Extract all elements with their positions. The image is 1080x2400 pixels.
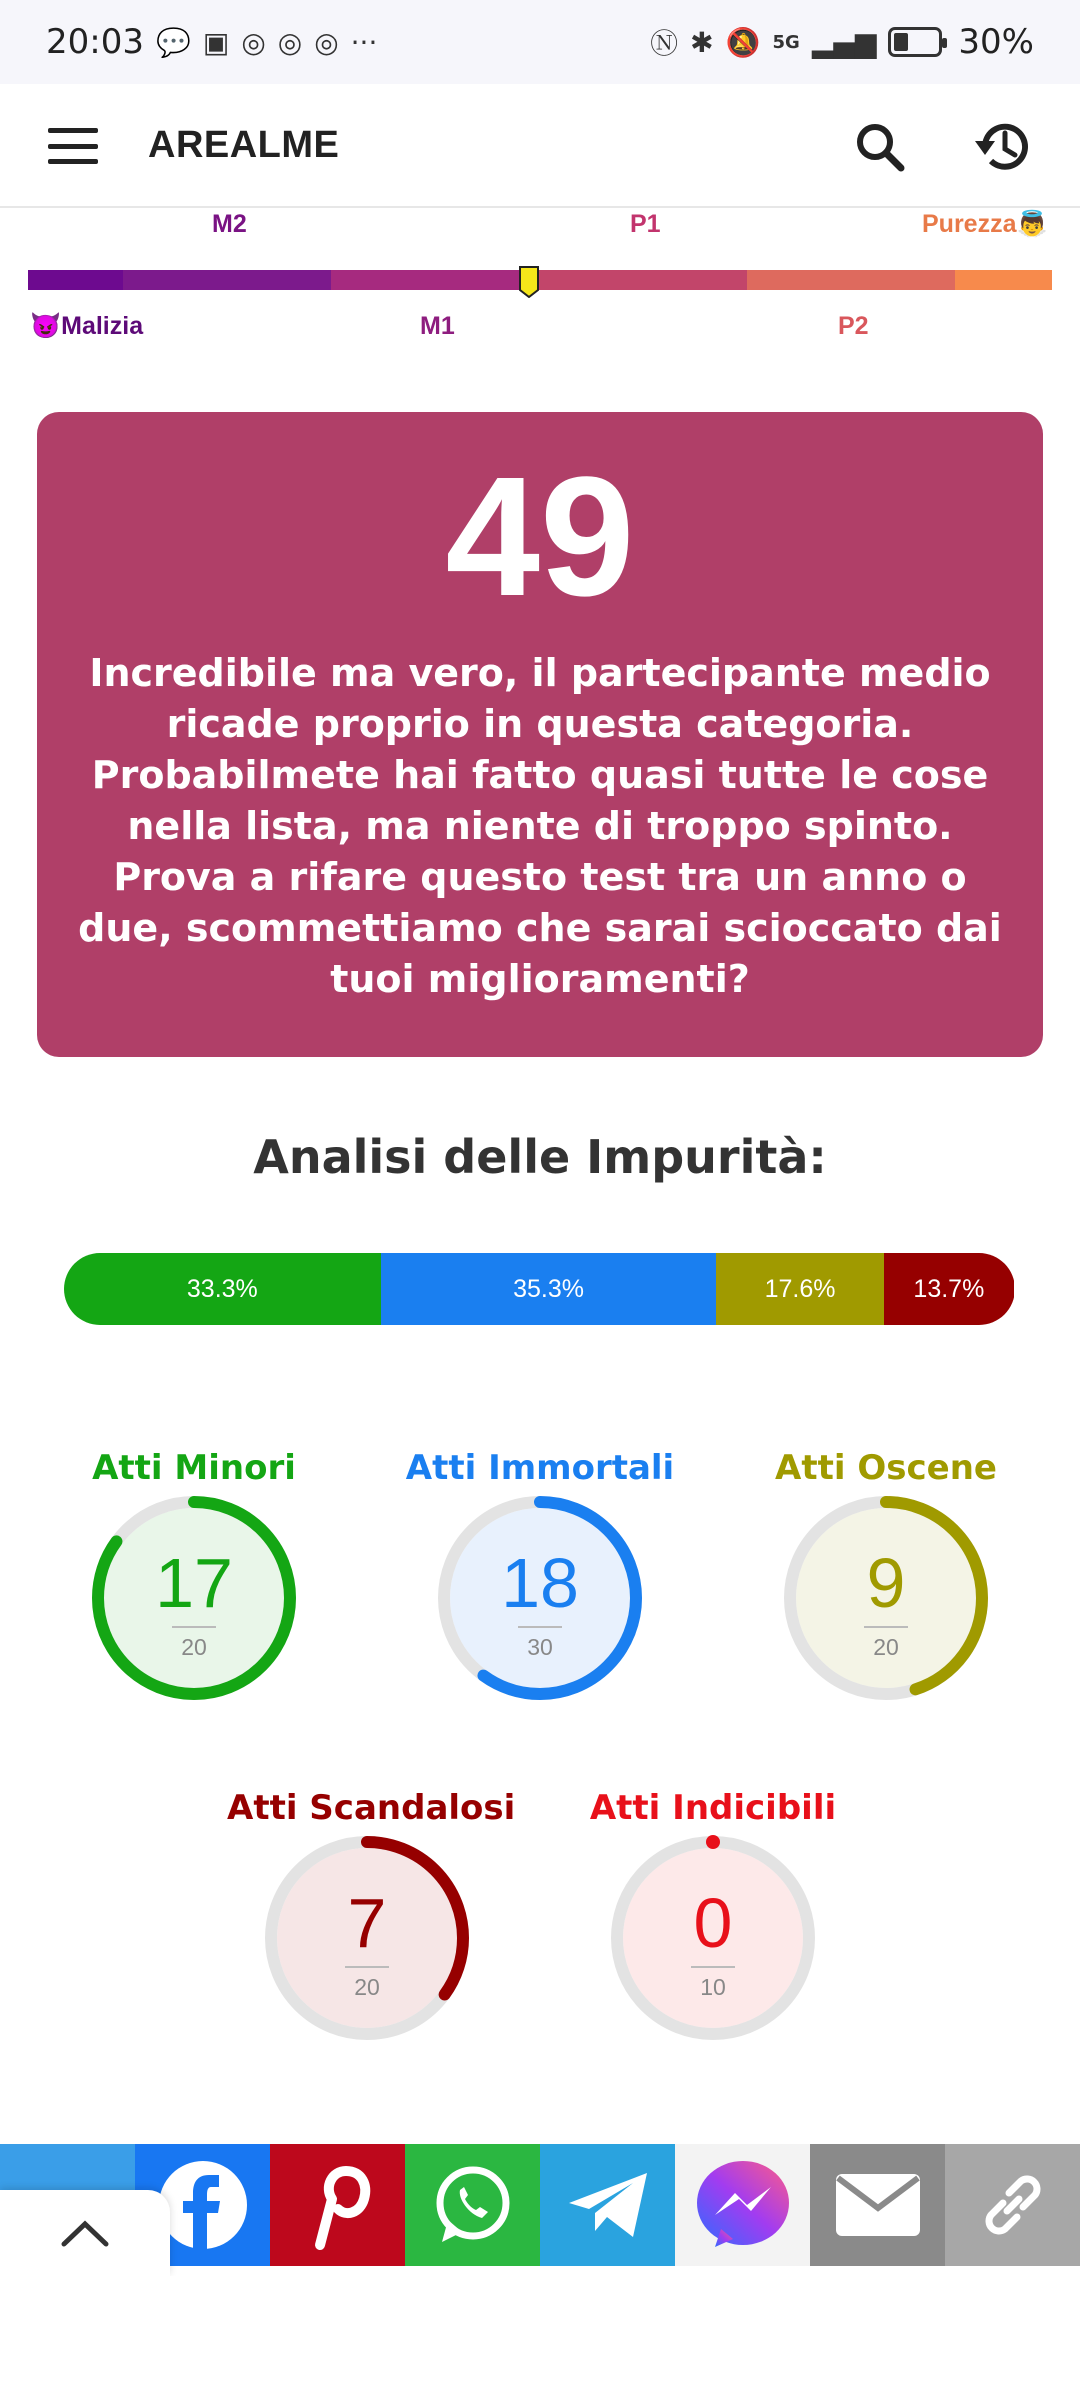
menu-icon[interactable] [48,128,98,164]
category-title: Atti Indicibili [589,1788,837,1828]
category-title: Atti Immortali [405,1448,675,1488]
bluetooth-icon: ✱ [690,25,714,59]
app-title[interactable]: AREALME [148,124,340,166]
search-icon [852,119,908,175]
mute-icon: 🔕 [725,25,761,59]
scale-segment [123,270,331,290]
category-value: 9 [866,1544,906,1622]
ring-divider [518,1626,562,1628]
pinterest-share-button[interactable] [270,2144,405,2266]
whatsapp-icon [430,2162,516,2248]
category-max: 20 [354,1974,380,2000]
scale-label-purezza: Purezza👼 [922,210,1048,238]
category-title: Atti Oscene [775,1448,997,1488]
category-title: Atti Scandalosi [227,1788,516,1828]
email-share-button[interactable] [810,2144,945,2266]
instagram-notification-icon: ◎ [241,25,266,59]
battery-icon [888,27,942,57]
network-icon: 5G [772,31,800,53]
scale-segment [28,270,123,290]
instagram-notification-icon: ◎ [277,25,303,59]
scale-segment [331,270,539,290]
status-time: 20:03 [46,22,144,62]
category-max: 20 [181,1634,207,1660]
scale-bottom-labels [0,312,1080,352]
status-left [46,22,377,62]
ring-progress-dot [706,1835,720,1849]
copy-link-button[interactable] [945,2144,1080,2266]
ring-divider [864,1626,908,1628]
category-value: 17 [155,1544,233,1622]
category-max: 20 [873,1634,899,1660]
history-icon [971,115,1035,179]
scroll-to-top-button[interactable] [0,2190,170,2276]
score-marker-icon [519,266,539,298]
category-max: 10 [700,1974,726,2000]
pinterest-icon [298,2157,378,2253]
scale-segment [747,270,955,290]
progress-ring [88,1492,300,1704]
chat-notification-icon: 💬 [155,25,191,59]
telegram-share-button[interactable] [540,2144,675,2266]
result-card [37,412,1043,1057]
messenger-share-button[interactable] [675,2144,810,2266]
impurity-segment: 13.7% [884,1253,1014,1325]
scale-label-p2: P2 [838,312,869,340]
impurity-stacked-bar [64,1253,1015,1325]
telegram-icon [563,2165,653,2245]
ring-divider [691,1966,735,1968]
scale-label-m2: M2 [212,210,247,238]
progress-ring [261,1832,473,2044]
analysis-title: Analisi delle Impurità: [253,1130,827,1184]
search-button[interactable] [845,112,915,182]
score-value: 49 [445,442,635,632]
signal-icon: ▂▄▆ [811,25,877,59]
scale-label-m1: M1 [420,312,455,340]
impurity-segment: 35.3% [381,1253,717,1325]
app-notification-icon: ▣ [202,25,230,59]
progress-ring [434,1492,646,1704]
nfc-icon: Ⓝ [650,27,679,60]
category-title: Atti Minori [92,1448,296,1488]
ring-divider [172,1626,216,1628]
chevron-up-icon [60,2218,110,2248]
result-description: Incredibile ma vero, il partecipante medio ricade proprio in questa categoria. Probabilmete hai fatto quasi tutte le cose nella lista, ma niente di troppo spinto. Prova a rifare questo test tra un anno o due, scommettiamo che sarai scioccato dai tuoi miglioramenti? [78,651,1002,1001]
email-icon [832,2170,924,2240]
category-value: 0 [693,1884,733,1962]
scale-segment [539,270,747,290]
status-bar [0,0,1080,84]
messenger-icon [691,2153,795,2257]
more-notifications-icon: ··· [350,25,378,59]
ring-divider [345,1966,389,1968]
whatsapp-share-button[interactable] [405,2144,540,2266]
impurity-segment: 33.3% [64,1253,381,1325]
status-right [650,22,1034,62]
scale-top-labels [0,210,1080,250]
scale-segment [955,270,1052,290]
scale-bar [28,270,1052,290]
scale-label-malizia: 😈Malizia [30,312,144,340]
page-bottom-area [0,2276,1080,2400]
app-bar [0,84,1080,208]
category-max: 30 [527,1634,553,1660]
history-button[interactable] [968,112,1038,182]
scale-label-p1: P1 [630,210,661,238]
progress-ring [780,1492,992,1704]
impurity-segment: 17.6% [716,1253,883,1325]
category-value: 7 [347,1884,387,1962]
progress-ring [607,1832,819,2044]
category-value: 18 [501,1544,579,1622]
link-icon [973,2165,1053,2245]
battery-percent: 30% [958,22,1034,62]
instagram-notification-icon: ◎ [314,25,339,59]
